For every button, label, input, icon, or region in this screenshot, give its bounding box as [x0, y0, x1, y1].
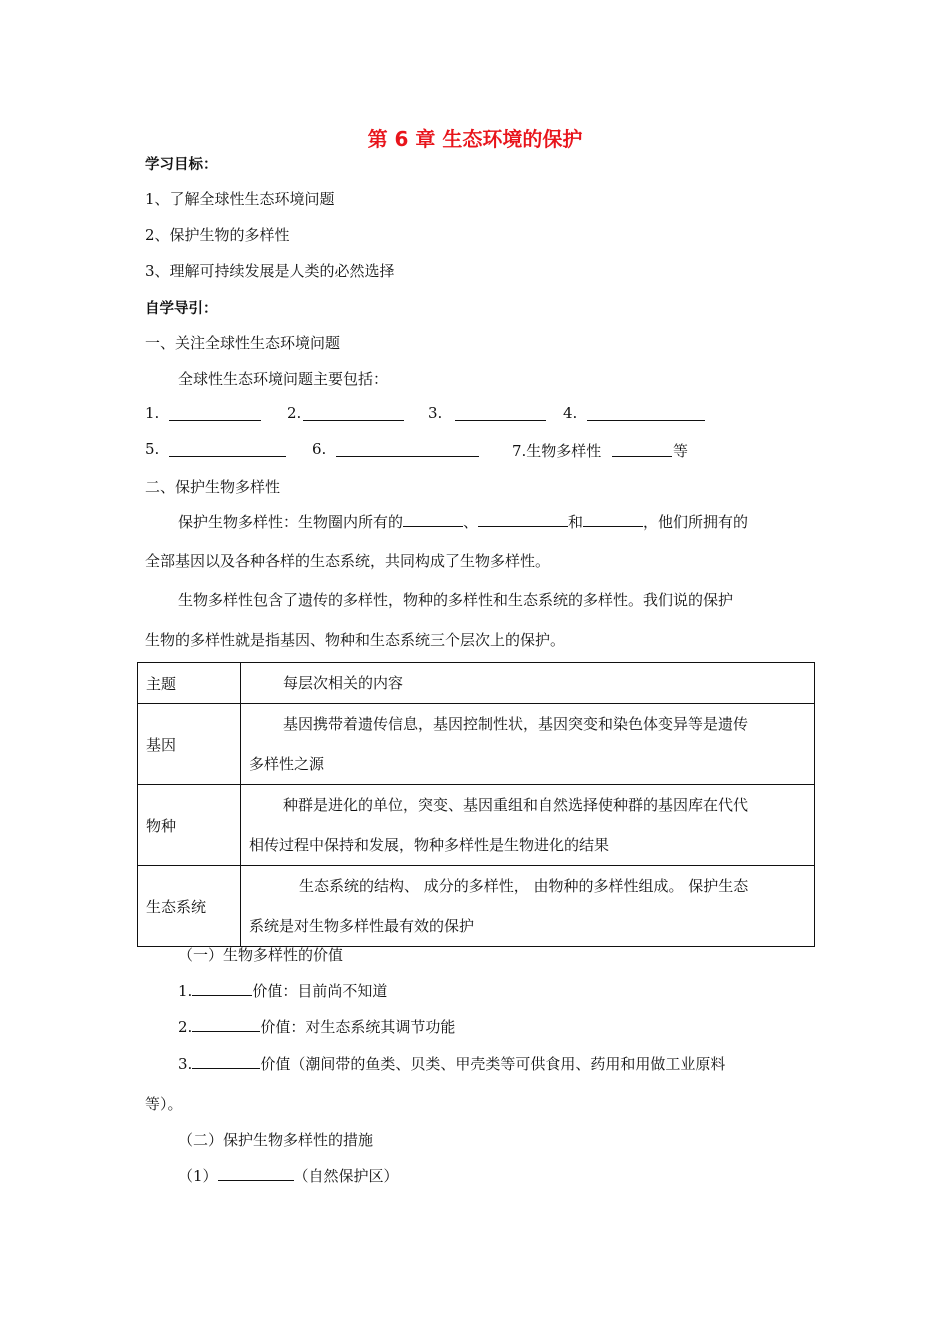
objective-item: 2、保护生物的多样性 — [145, 226, 290, 244]
section2-para2-line2: 生物的多样性就是指基因、物种和生态系统三个层次上的保护。 — [145, 631, 566, 649]
blank — [192, 1053, 260, 1069]
table-cell-topic: 生态系统 — [138, 866, 241, 947]
table-header-topic: 主题 — [138, 663, 241, 704]
section2-para1-line1: 保护生物多样性：生物圈内所有的 、 和 ，他们所拥有的 — [178, 513, 749, 531]
section1-intro: 全球性生态环境问题主要包括： — [178, 370, 389, 388]
table-cell-content: 生态系统的结构、 成分的多样性， 由物种的多样性组成。 保护生态 系统是对生物多样性最有效的保护 — [241, 866, 815, 947]
table-row — [138, 866, 815, 947]
problem-1-blank — [169, 405, 261, 421]
problem-7-label: 7.生物多样性 — [512, 442, 602, 460]
measures-heading: （二）保护生物多样性的措施 — [178, 1131, 374, 1149]
value-item-3-cont: 等）。 — [145, 1095, 183, 1113]
blank — [403, 511, 463, 527]
blank — [218, 1165, 294, 1181]
problem-6-blank — [336, 441, 479, 457]
problem-1-label: 1. — [145, 404, 160, 422]
value-item-2: 2. 价值：对生态系统其调节功能 — [178, 1018, 456, 1036]
section1-heading: 一、关注全球性生态环境问题 — [145, 334, 341, 352]
section2-para2-line1: 生物多样性包含了遗传的多样性，物种的多样性和生态系统的多样性。我们说的保护 — [178, 591, 734, 609]
table-row — [138, 704, 815, 785]
objectives-heading: 学习目标： — [145, 157, 218, 173]
page-title: 第 6 章 生态环境的保护 — [367, 127, 583, 151]
value-item-3: 3. 价值（潮间带的鱼类、贝类、甲壳类等可供食用、药用和用做工业原料 — [178, 1055, 726, 1073]
problem-3-label: 3. — [428, 404, 443, 422]
problem-5-label: 5. — [145, 440, 160, 458]
table-header-row — [138, 663, 815, 704]
table-row — [138, 785, 815, 866]
table-header-content: 每层次相关的内容 — [241, 663, 815, 704]
table-cell-content: 基因携带着遗传信息，基因控制性状，基因突变和染色体变异等是遗传 多样性之源 — [241, 704, 815, 785]
value-item-1: 1. 价值：目前尚不知道 — [178, 982, 388, 1000]
objective-item: 1、了解全球性生态环境问题 — [145, 190, 335, 208]
value-heading: （一）生物多样性的价值 — [178, 946, 344, 964]
section2-heading: 二、保护生物多样性 — [145, 478, 281, 496]
guide-heading: 自学导引： — [145, 301, 218, 317]
blank — [192, 1016, 260, 1032]
problem-3-blank — [455, 405, 546, 421]
problem-2-blank — [303, 405, 404, 421]
problem-4-blank — [587, 405, 705, 421]
problem-5-blank — [169, 441, 286, 457]
section2-para1-line2: 全部基因以及各种各样的生态系统，共同构成了生物多样性。 — [145, 552, 551, 570]
measures-item-1: （1） （自然保护区） — [178, 1167, 399, 1185]
table-cell-topic: 物种 — [138, 785, 241, 866]
table-cell-content: 种群是进化的单位，突变、基因重组和自然选择使种群的基因库在代代 相传过程中保持和发展，物种多样性是生物进化的结果 — [241, 785, 815, 866]
problem-2-label: 2. — [287, 404, 302, 422]
problem-7-suffix: 等 — [673, 442, 689, 460]
diversity-table — [137, 662, 815, 947]
blank — [478, 511, 568, 527]
blank — [192, 980, 252, 996]
blank — [583, 511, 643, 527]
problem-4-label: 4. — [563, 404, 578, 422]
problem-6-label: 6. — [312, 440, 327, 458]
table-cell-topic: 基因 — [138, 704, 241, 785]
objective-item: 3、理解可持续发展是人类的必然选择 — [145, 262, 395, 280]
problem-7-blank — [612, 441, 672, 457]
